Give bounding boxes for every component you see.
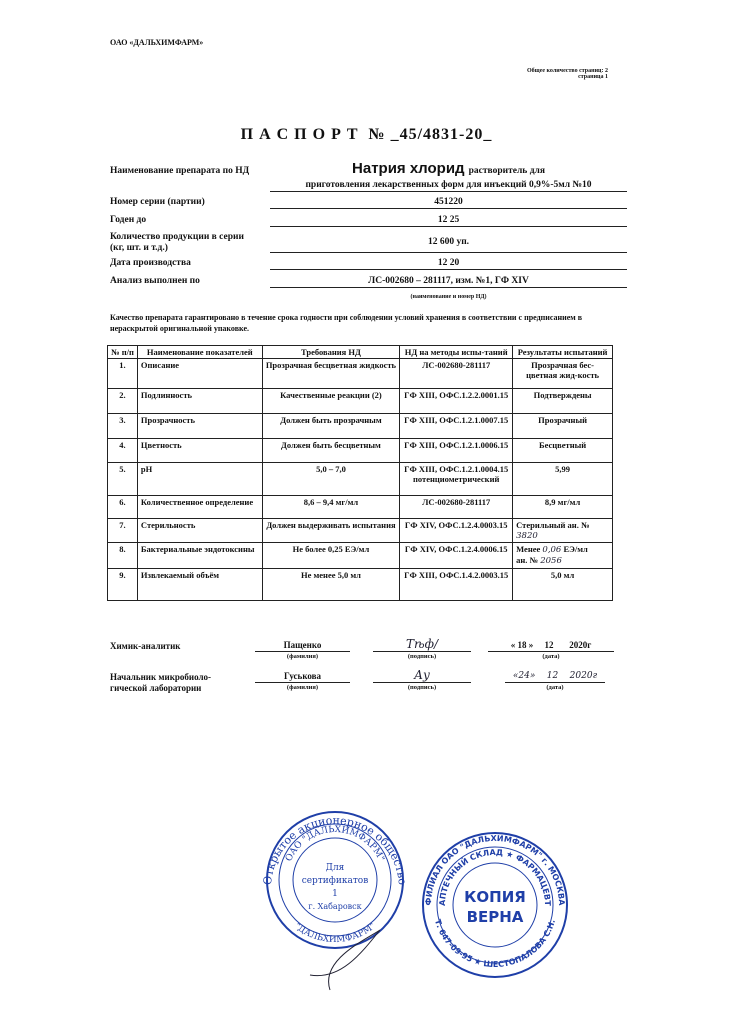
row-result-text: Бесцветный [539,440,587,450]
row-number-text: 6. [119,497,126,507]
expiry-value: 12 25 [270,215,627,227]
row-result [513,543,613,569]
header-method: НД на методы испы-таний [400,346,513,359]
handwritten-analysis-number: 2056 [540,556,562,566]
row-result-text: 5,0 мл [550,570,575,580]
row-requirement-text: Должен быть бесцветным [281,440,381,450]
row-number-text: 8. [119,544,126,554]
row-result-text: Прозрачный [538,415,587,425]
header-number: № п/п [108,346,138,359]
right-stamp-outer: ФИЛИАЛ ОАО "ДАЛЬХИМФАРМ" г. МОСКВА [423,833,567,906]
table-row [108,359,613,389]
row-result-text: Подтверждены [533,390,592,400]
row-method [400,359,513,389]
row-number [108,439,138,463]
row-number [108,569,138,601]
left-stamp-city: г. Хабаровск [308,902,362,911]
right-stamp-inner: АПТЕЧНЫЙ СКЛАД ★ ФАРМАЦЕВТ [437,847,553,907]
table-row [108,439,613,463]
row-indicator-text: Подлинность [140,390,192,400]
row-method [400,389,513,414]
table-row [108,519,613,543]
table-header [108,346,613,359]
expiry-label: Годен до [110,215,147,225]
row-method [400,569,513,601]
series-value: 451220 [270,197,627,209]
stamps [255,810,615,1000]
row-requirement [262,569,400,601]
row-method-text: ЛС-002680-281117 [422,360,491,370]
row-result [513,414,613,439]
left-stamp-center-1: Для [325,863,345,873]
row-number [108,463,138,496]
row-requirement [262,543,400,569]
row-requirement-text: Качественные реакции (2) [280,390,382,400]
current-page: страница 1 [578,74,608,80]
endotoxin-unit: ЕЭ/мл [563,544,588,554]
row-result-text: 5,99 [555,464,570,474]
row-result [513,389,613,414]
row-method-text: ГФ XIII, ОФС.1.4.2.0003.15 [404,570,509,580]
right-stamp-center-2: ВЕРНА [466,908,524,926]
table-row [108,543,613,569]
caption-date: (дата) [546,684,564,691]
row-number [108,389,138,414]
row-result-text: Менее [516,544,541,554]
row-indicator-text: Бактериальные эндотоксины [140,544,255,554]
total-pages: Общее количество страниц: 2 [527,68,608,74]
row-method-text: ГФ XIII, ОФС.1.2.2.0001.15 [404,390,509,400]
row-requirement-text: Прозрачная бесцветная жидкость [265,360,397,370]
table-row [108,496,613,519]
row-requirement [262,414,400,439]
left-stamp-inner: ОАО "ДАЛЬХИМФАРМ" [284,824,386,864]
test-results-table [107,345,613,601]
row-number-text: 1. [119,360,126,370]
row-method [400,543,513,569]
row-requirement [262,359,400,389]
row-result [513,439,613,463]
row-method-text: ГФ XIII, ОФС.1.2.1.0007.15 [404,415,509,425]
series-label: Номер серии (партии) [110,197,205,207]
row-number [108,414,138,439]
row-method [400,439,513,463]
head-name: Гуськова [255,671,350,683]
drug-name-main: Натрия хлорид [352,160,465,177]
analysis-number-label: ан. № [516,555,539,565]
row-indicator [137,389,262,414]
caption-date: (дата) [542,653,560,660]
row-number-text: 5. [119,464,126,474]
header-indicator: Наименование показателей [137,346,262,359]
row-result-text: Прозрачная бес-цветная жид-кость [526,360,600,380]
left-stamp-bottom: "ДАЛЬХИМФАРМ" [292,921,378,946]
row-requirement [262,496,400,519]
row-requirement-text: 8,6 – 9,4 мг/мл [303,497,359,507]
row-requirement-text: Не более 0,25 ЕЭ/мл [292,544,370,554]
row-method [400,463,513,496]
row-method-text: ЛС-002680-281117 [422,497,491,507]
table-row [108,414,613,439]
chemist-role: Химик-аналитик [110,641,181,651]
row-number [108,496,138,519]
row-result [513,359,613,389]
prod-label: Дата производства [110,258,191,268]
row-result-text: Стерильный ан. № [516,520,590,530]
table-row [108,463,613,496]
row-number-text: 2. [119,390,126,400]
header-requirement: Требования НД [262,346,400,359]
analysis-caption: (наименование и номер НД) [410,294,487,300]
row-number-text: 9. [119,570,126,580]
caption-surname: (фамилия) [286,684,319,691]
row-indicator-text: Извлекаемый объём [140,570,220,580]
row-indicator-text: Количественное определение [140,497,254,507]
row-method-text: ГФ XIII, ОФС.1.2.1.0004.15 потенциометрический [404,464,509,484]
prod-value: 12 20 [270,258,627,270]
row-requirement-text: Должен быть прозрачным [280,415,382,425]
handwritten-endotoxin-value: 0,06 [542,545,562,555]
chemist-signature: Тѣф/ [373,637,471,652]
row-indicator [137,439,262,463]
header-result: Результаты испытаний [513,346,613,359]
right-stamp-center-1: КОПИЯ [464,888,526,906]
row-number [108,519,138,543]
caption-surname: (фамилия) [286,653,319,660]
chemist-name: Пащенко [255,640,350,652]
row-indicator-text: Стерильность [140,520,196,530]
name-label: Наименование препарата по НД [110,166,250,176]
left-stamp-outer: Открытое акционерное общество [260,813,409,886]
row-result [513,519,613,543]
drug-name-rest: растворитель для [468,166,545,176]
chemist-date: « 18 » 12 2020г [488,640,614,652]
row-result [513,496,613,519]
row-indicator [137,543,262,569]
row-requirement [262,389,400,414]
row-indicator-text: Прозрачность [140,415,195,425]
row-indicator [137,463,262,496]
row-number [108,359,138,389]
row-number [108,543,138,569]
caption-signature: (подпись) [407,684,437,691]
drug-name-line2: приготовления лекарственных форм для инъекций 0,9%-5мл №10 [270,180,627,192]
row-number-text: 4. [119,440,126,450]
head-signature: Ау [373,668,471,683]
head-date: «24» 12 2020г [505,671,605,683]
analysis-label: Анализ выполнен по [110,276,200,286]
analysis-value: ЛС-002680 – 281117, изм. №1, ГФ XIV [270,276,627,288]
handwritten-analysis-number: 3820 [516,531,538,541]
left-stamp-center-3: 1 [332,889,338,899]
qty-label-2: (кг, шт. и т.д.) [110,243,168,253]
guarantee-text: Качество препарата гарантировано в течение срока годности при соблюдении условий хранения в соответствии с предписанием в нераскрытой оригинальной упаковке. [110,313,583,333]
row-indicator-text: Цветность [140,440,182,450]
drug-name [270,160,627,180]
row-method [400,496,513,519]
row-method-text: ГФ XIV, ОФС.1.2.4.0006.15 [404,544,508,554]
row-indicator [137,359,262,389]
head-role [110,672,211,694]
head-role-1: Начальник микробиоло- [110,672,212,682]
row-indicator [137,496,262,519]
row-indicator-text: pH [140,464,153,474]
row-result [513,463,613,496]
row-requirement-text: 5,0 – 7,0 [316,464,346,474]
table-row [108,389,613,414]
qty-label [110,232,244,254]
row-result [513,569,613,601]
row-requirement [262,519,400,543]
left-stamp-center-2: сертификатов [301,876,369,886]
qty-value: 12 600 уп. [270,237,627,253]
document-title: П А С П О Р Т № _45/4831-20_ [240,126,493,143]
row-indicator-text: Описание [140,360,180,370]
row-requirement [262,439,400,463]
row-number-text: 7. [119,520,126,530]
qty-label-1: Количество продукции в серии [110,232,244,242]
row-result-text: 8,9 мг/мл [544,497,581,507]
row-requirement-text: Не менее 5,0 мл [300,570,361,580]
row-method [400,519,513,543]
row-indicator [137,414,262,439]
company-name: ОАО «ДАЛЬХИМФАРМ» [110,38,204,47]
row-number-text: 3. [119,415,126,425]
row-indicator [137,519,262,543]
table-row [108,569,613,601]
row-indicator [137,569,262,601]
page-count [527,68,608,80]
caption-signature: (подпись) [407,653,437,660]
row-method-text: ГФ XIII, ОФС.1.2.1.0006.15 [404,440,509,450]
right-stamp-bottom: Т. 647-09-95 ★ ШЕСТОПАЛОВА С.Н. [432,918,558,970]
row-method [400,414,513,439]
row-method-text: ГФ XIV, ОФС.1.2.4.0003.15 [404,520,508,530]
row-requirement [262,463,400,496]
row-requirement-text: Должен выдерживать испытания [266,520,396,530]
head-role-2: гической лаборатории [110,683,202,693]
